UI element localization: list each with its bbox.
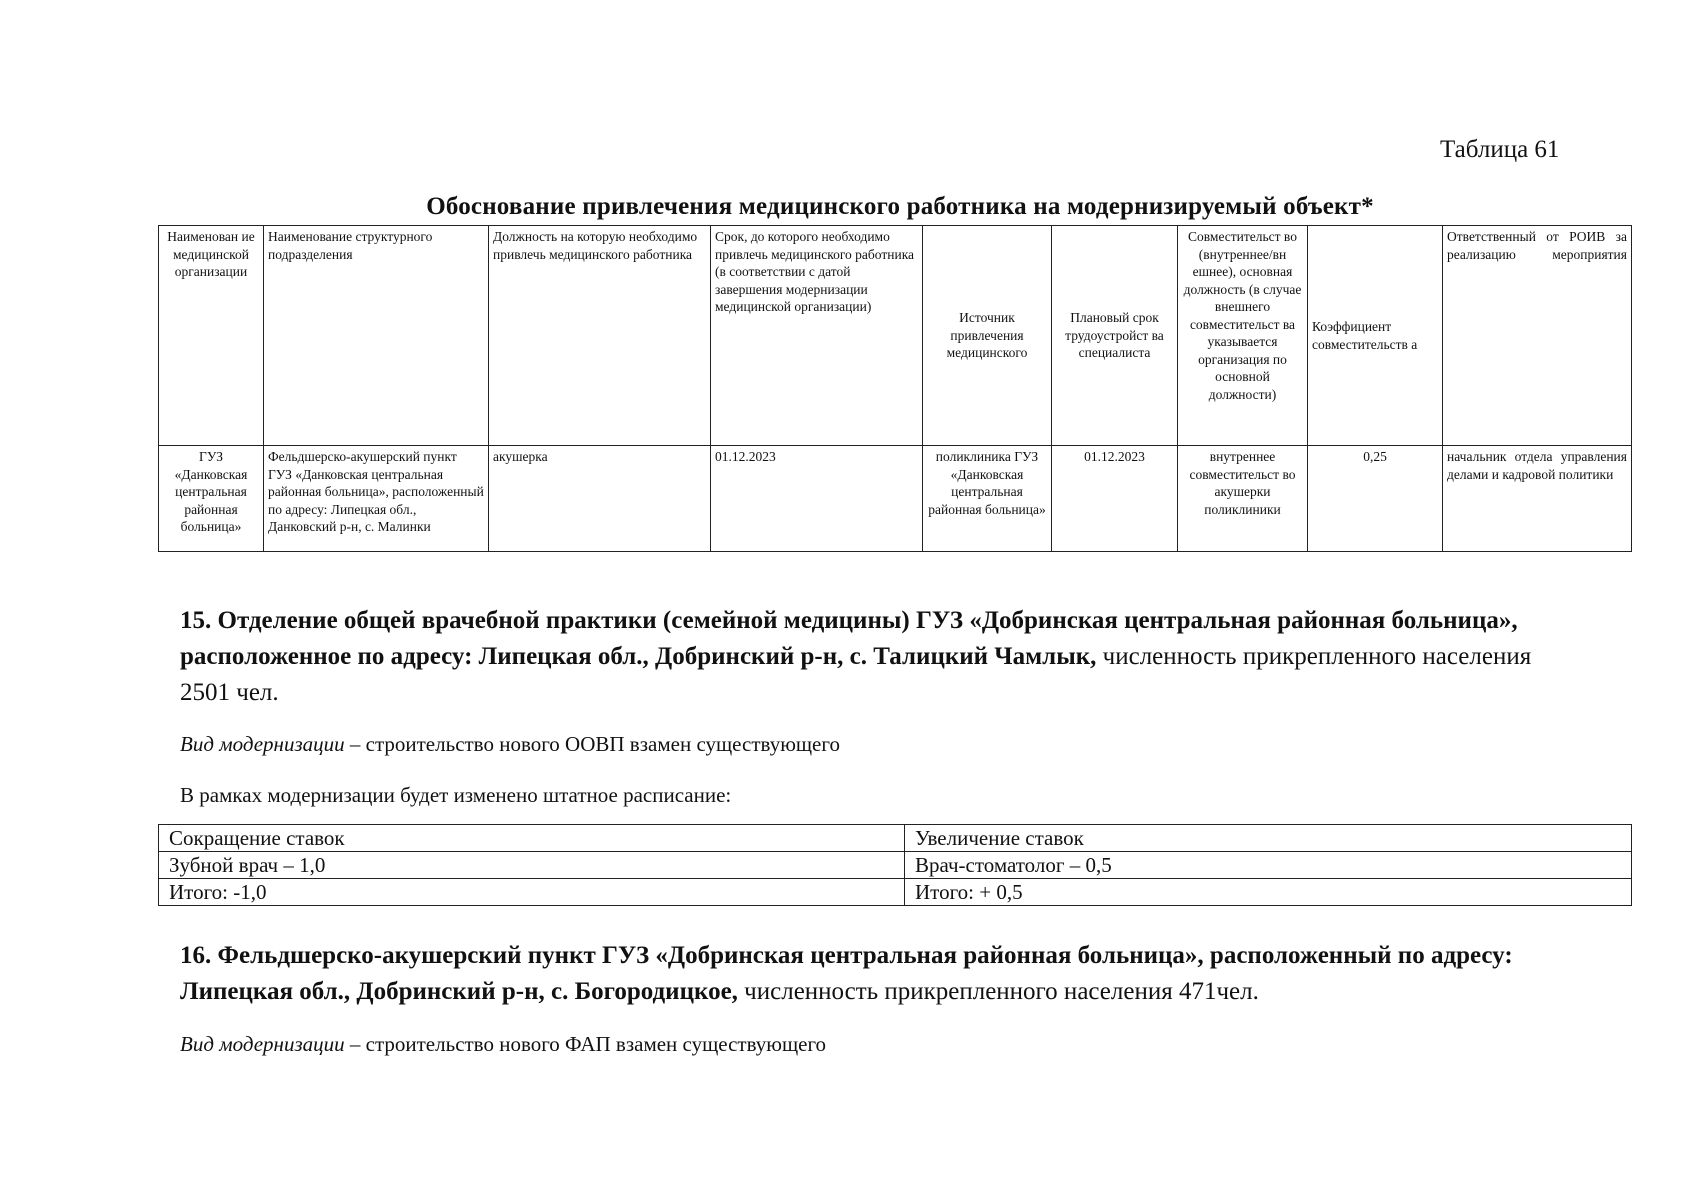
table-cell: ГУЗ «Данковская центральная районная больница» — [159, 446, 264, 552]
modernization-label: Вид модернизации — [180, 732, 345, 756]
table-cell: поликлиника ГУЗ «Данковская центральная районная больница» — [923, 446, 1052, 552]
staff-intro: В рамках модернизации будет изменено штатное расписание: — [180, 783, 732, 807]
modernization-label: Вид модернизации — [180, 1032, 345, 1056]
table-cell: 0,25 — [1308, 446, 1443, 552]
section-16-heading — [180, 938, 1580, 1010]
header-cell: Источник привлечения медицинского — [923, 226, 1052, 446]
table-cell: Итого: -1,0 — [159, 879, 905, 906]
header-cell: Плановый срок трудоустройст ва специалиста — [1052, 226, 1178, 446]
header-cell: Должность на которую необходимо привлечь медицинского работника — [489, 226, 711, 446]
header-cell: Срок, до которого необходимо привлечь медицинского работника (в соответствии с датой завершения модернизации медицинской организации) — [711, 226, 923, 446]
header-cell: Увеличение ставок — [905, 825, 1632, 852]
header-cell: Сокращение ставок — [159, 825, 905, 852]
table-cell: Зубной врач – 1,0 — [159, 852, 905, 879]
staff-change-table — [158, 824, 1632, 906]
table-cell: Врач-стоматолог – 0,5 — [905, 852, 1632, 879]
table-cell: начальник отдела управления делами и кадровой политики — [1443, 446, 1632, 552]
table-row — [159, 852, 1632, 879]
justification-table — [158, 225, 1632, 552]
table-cell: Фельдшерско-акушерский пункт ГУЗ «Данковская центральная районная больница», расположенный по адресу: Липецкая обл., Данковский р-н, с. Малинки — [264, 446, 489, 552]
table-title: Обоснование привлечения медицинского работника на модернизируемый объект* — [426, 193, 1374, 220]
header-cell: Наименование структурного подразделения — [264, 226, 489, 446]
table-cell: внутреннее совместительст во акушерки поликлиники — [1178, 446, 1308, 552]
header-cell: Ответственный от РОИВ за реализацию мероприятия — [1443, 226, 1632, 446]
header-cell: Коэффициент совместительств а — [1308, 226, 1443, 446]
section-15-heading — [180, 603, 1580, 711]
table-cell: 01.12.2023 — [1052, 446, 1178, 552]
table-cell: 01.12.2023 — [711, 446, 923, 552]
table-row — [159, 446, 1632, 552]
table-label: Таблица 61 — [1440, 136, 1560, 163]
section-16-modernization — [180, 1032, 1580, 1057]
section-15-modernization — [180, 732, 1580, 757]
header-cell: Наименован ие медицинской организации — [159, 226, 264, 446]
modernization-text: – строительство нового ФАП взамен существующего — [344, 1032, 827, 1056]
table-cell: Итого: + 0,5 — [905, 879, 1632, 906]
table-header-row — [159, 226, 1632, 446]
modernization-text: – строительство нового ООВП взамен существующего — [344, 732, 840, 756]
section-15-heading-normal: численность прикрепленного населения 2501 чел. — [180, 643, 1532, 706]
table-cell: акушерка — [489, 446, 711, 552]
table-header-row — [159, 825, 1632, 852]
section-16-heading-normal: численность прикрепленного населения 471чел. — [737, 978, 1259, 1005]
section-15-heading-bold: 15. Отделение общей врачебной практики (семейной медицины) ГУЗ «Добринская центральная районная больница», расположенное по адресу: Липецкая обл., Добринский р-н, с. Талицкий Чамлык, — [180, 607, 1518, 670]
table-row — [159, 879, 1632, 906]
header-cell: Совместительст во (внутреннее/вн ешнее), основная должность (в случае внешнего совместительст ва указывается организация по основной должности) — [1178, 226, 1308, 446]
section-16-heading-bold: 16. Фельдшерско-акушерский пункт ГУЗ «Добринская центральная районная больница», расположенный по адресу: Липецкая обл., Добринский р-н, с. Богородицкое, — [180, 942, 1513, 1005]
